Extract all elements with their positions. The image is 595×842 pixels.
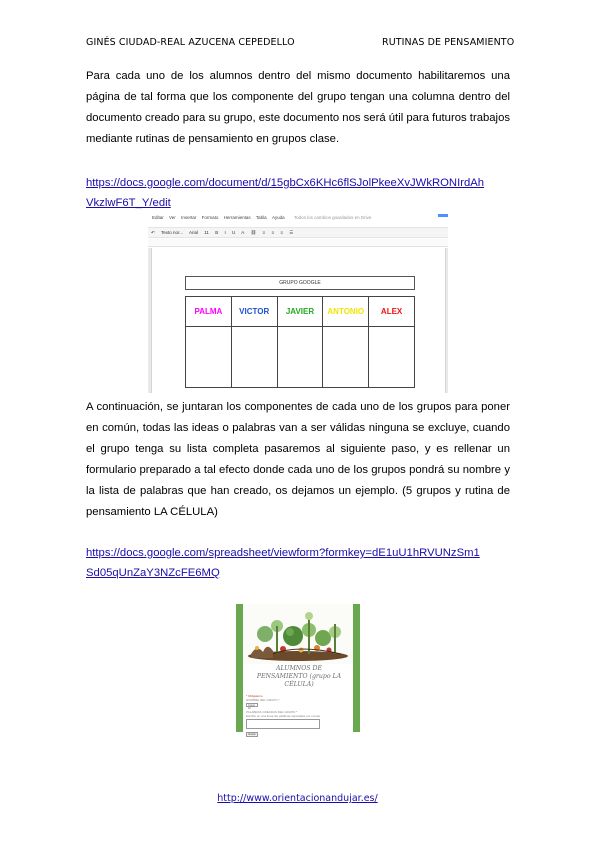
italic-icon: I [224,230,226,235]
form-field2-hint: Escribe en una línea las palabras separadas por comas [246,714,321,718]
plants-illustration [243,604,353,664]
google-doc-screenshot [148,213,448,393]
doc-menu-formato: Formato [201,215,219,220]
form-left-border [236,604,243,732]
doc-menu-ver: Ver [169,215,176,220]
paragraph-intro: Para cada uno de los alumnos dentro del mismo documento habilitaremos una página de tal forma que los componente del grupo tengan una columna dentro del documento creado para su grupo, este documento nos será útil para futuros trabajos mediante rutinas de pensamiento en grupos clase. [86,70,510,145]
doc-saved-status: Todos los cambios guardados en Drive [293,215,372,220]
name-victor: VICTOR [231,297,277,327]
doc-size-select: 11 [204,230,209,235]
google-doc-link-line1[interactable]: https://docs.google.com/document/d/15gbCx6KHc6flSJolPkeeXvJWkRONIrdAh [86,177,485,189]
doc-menu-ayuda: Ayuda [271,215,285,220]
table-cell [369,327,415,388]
group-name-input[interactable]: Grupo 10 [246,703,258,707]
doc-menu-insertar: Insertar [181,215,197,220]
name-palma: PALMA [186,297,232,327]
form-field2-label: PALABRAS CREADAS DEL GRUPO * [246,710,298,714]
align-right-icon: ≡ [280,230,283,235]
google-doc-link[interactable] [86,173,516,213]
form-right-border [353,604,360,732]
form-title: ALUMNOS DE PENSAMIENTO (grupo LA CÉLULA) [256,665,342,688]
header-authors: GINÉS CIUDAD-REAL AZUCENA CEPEDELLO [86,37,295,48]
table-cell [323,327,369,388]
form-plants-banner [243,604,353,664]
google-form-screenshot [236,604,360,736]
align-center-icon: ≡ [271,230,275,235]
name-antonio: ANTONIO [323,297,369,327]
google-form-link-line2[interactable]: Sd05qUnZaY3NZcFE6MQ [86,567,220,579]
doc-canvas [148,248,448,393]
table-cell [186,327,232,388]
align-left-icon: ≡ [262,230,266,235]
paragraph-instructions: A continuación, se juntaran los componentes de cada uno de los grupos para poner en común, todas las ideas o palabras van a ser válidas ninguna se excluye, cuando el grupo tenga su lista completa pasaremos al siguiente paso, y es rellenar un formulario preparado a tal efecto donde cada uno de los grupos pondrá su nombre y la lista de palabras que han creado, os dejamos un ejemplo. (5 grupos y rutina de pensamiento LA CÉLULA) [86,401,510,518]
bold-icon: B [215,230,219,235]
names-body-row [186,327,415,388]
doc-page [151,248,446,393]
doc-menu-herramientas: Herramientas [223,215,251,220]
form-required-note: * Obligatorio [246,694,263,698]
doc-ruler [148,239,448,247]
doc-menu-editar: Editar [152,215,164,220]
underline-icon: U [232,230,236,235]
doc-menu-tabla: Tabla [255,215,267,220]
name-alex: ALEX [369,297,415,327]
names-header-row [186,297,415,327]
list-icon: ☰ [289,230,294,235]
undo-icon: ↶ [151,230,155,235]
doc-font-select: Arial [188,230,198,235]
doc-share-accent [438,214,448,217]
table-cell [277,327,323,388]
name-javier: JAVIER [277,297,323,327]
footer-website-link[interactable]: http://www.orientacionandujar.es/ [217,793,378,804]
doc-toolbar [148,227,448,238]
words-textarea[interactable] [246,719,320,729]
group-title-box: GRUPO GOOGLE [185,276,415,290]
doc-menu-bar [148,215,448,225]
link-icon: ⛓ [250,230,257,235]
submit-button[interactable]: Enviar [246,732,258,737]
google-form-link[interactable] [86,543,516,583]
text-color-icon: A [241,230,245,235]
google-form-link-line1[interactable]: https://docs.google.com/spreadsheet/viewform?formkey=dE1uU1hRVUNzSm1 [86,547,480,559]
names-table [185,296,415,388]
header-title: RUTINAS DE PENSAMIENTO [382,37,515,48]
google-doc-link-line2[interactable]: VkzlwF6T_Y/edit [86,197,171,209]
table-cell [231,327,277,388]
form-field1-label: NOMBRE DEL GRUPO * [246,698,280,702]
form-body [246,694,350,737]
doc-style-select: Texto nor... [160,230,183,235]
